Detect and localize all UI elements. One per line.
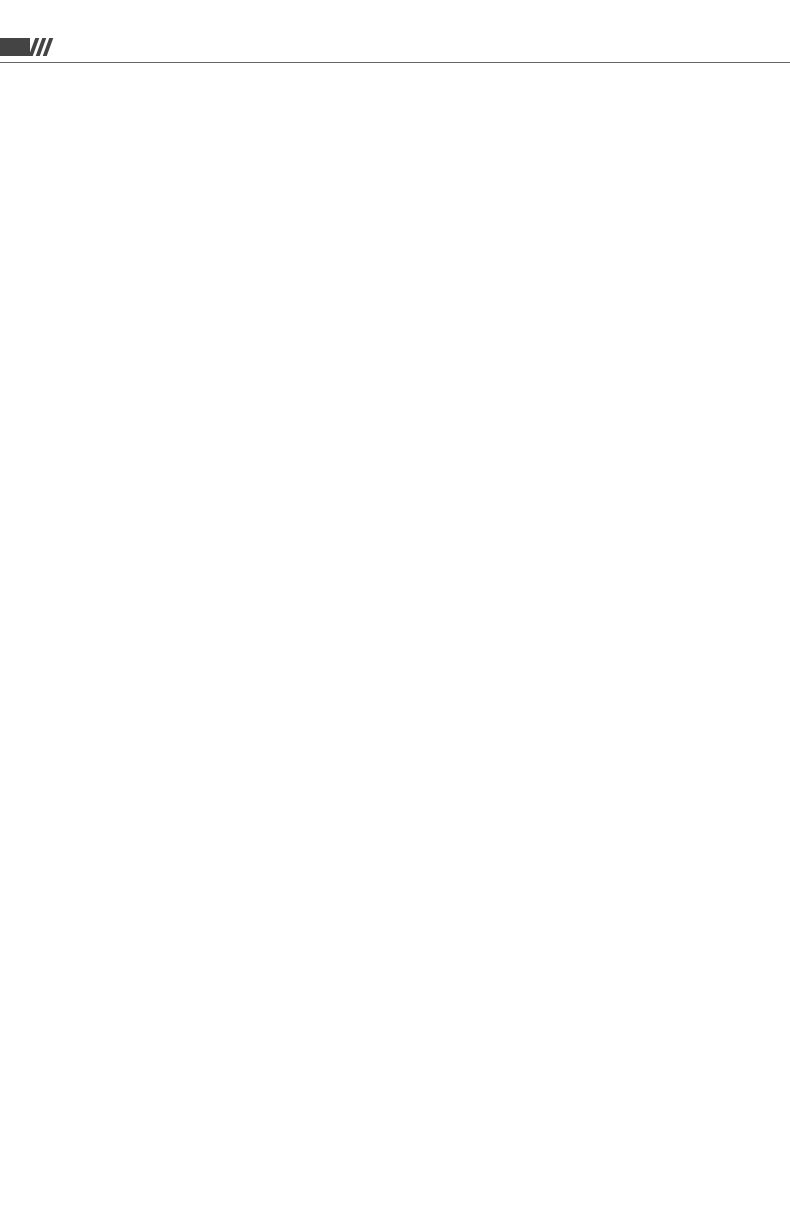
header-rule	[0, 62, 790, 63]
running-header	[0, 0, 790, 80]
header-bar-decoration	[0, 38, 30, 56]
